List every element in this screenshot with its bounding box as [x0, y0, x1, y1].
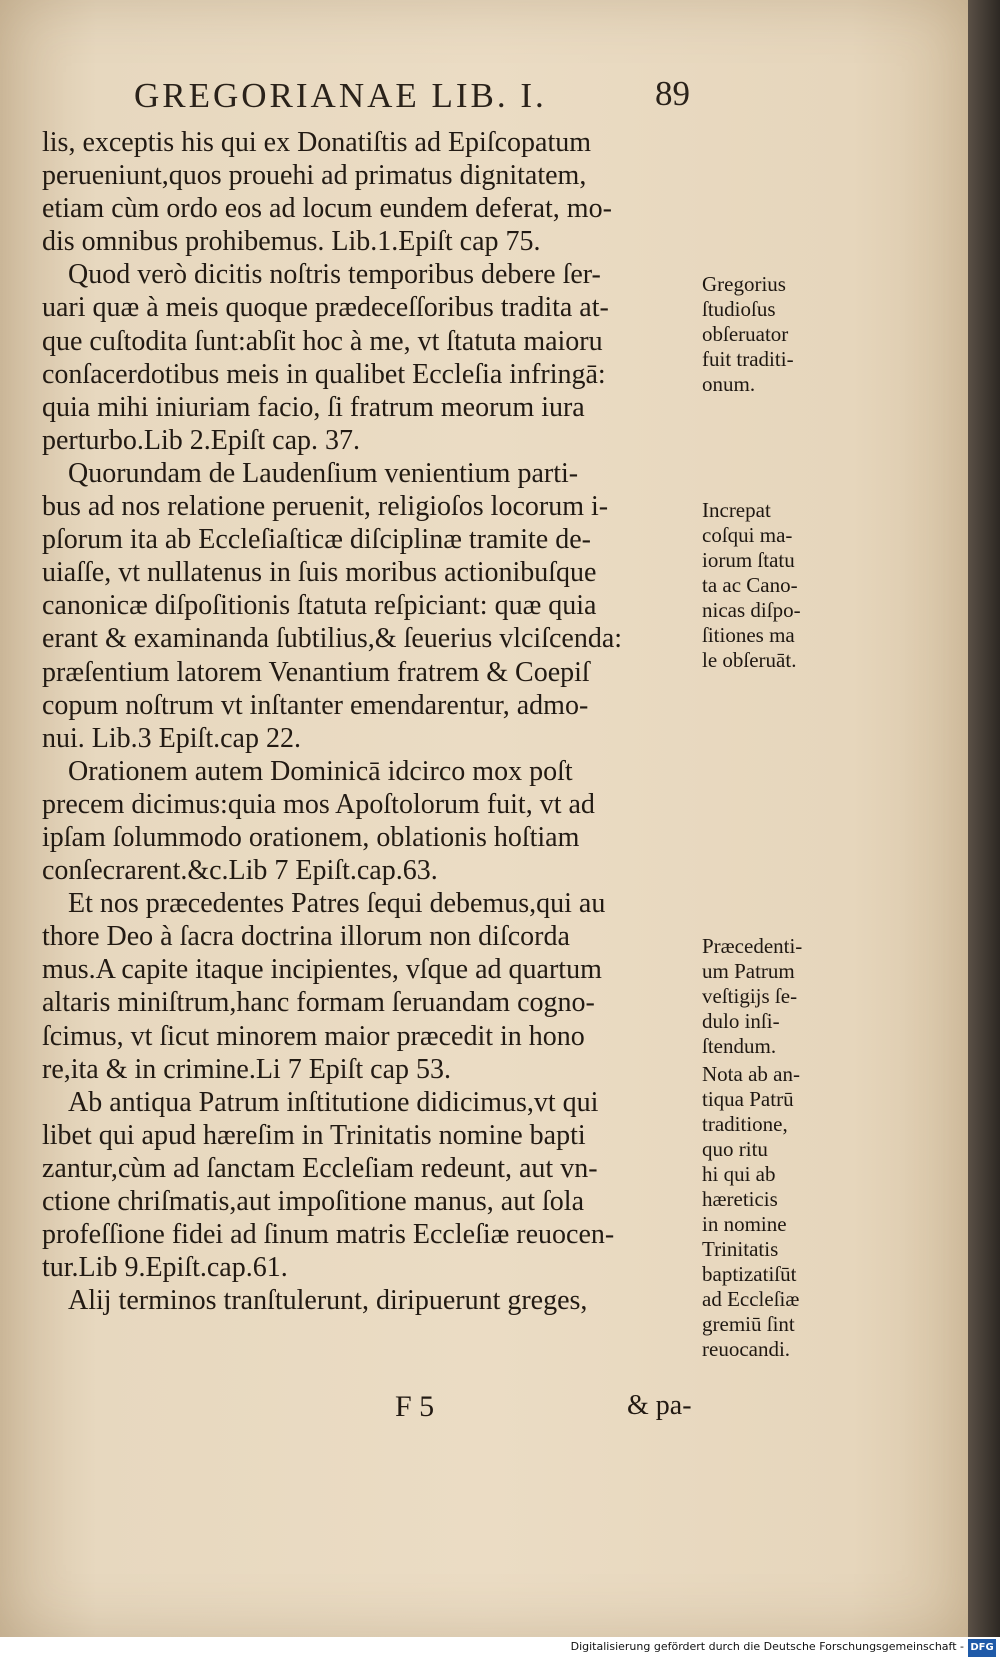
dfg-logo: DFG — [968, 1639, 996, 1657]
note-line: ſtendum. — [702, 1034, 777, 1058]
text-line: Quod verò dicitis noſtris temporibus debere ſer- — [68, 259, 601, 291]
text-line: precem dicimus:quia mos Apoſtolorum fuit, vt ad — [42, 788, 595, 820]
note-line: nicas diſpo- — [702, 598, 801, 622]
text-line: Orationem autem Dominicā idcirco mox poſt — [68, 755, 573, 787]
text-line: Alij terminos tranſtulerunt, diripuerunt greges, — [68, 1285, 588, 1317]
note-line: in nomine — [702, 1212, 787, 1236]
text-line: que cuſtodita ſunt:abſit hoc à me, vt ſtatuta maioru — [42, 325, 603, 357]
text-line: quia mihi iniuriam facio, ſi fratrum meorum iura — [42, 391, 585, 423]
credit-bar — [0, 1637, 1000, 1661]
note-line: obſeruator — [702, 322, 789, 346]
text-line: uiaſſe, vt nullatenus in ſuis moribus actionibuſque — [42, 557, 597, 589]
text-line: pſorum ita ab Eccleſiaſticæ diſciplinæ tramite de- — [42, 524, 591, 556]
book-edge — [968, 0, 1000, 1637]
text-line: ſcimus, vt ſicut minorem maior præcedit in hono — [42, 1020, 585, 1052]
note-line: baptizatiſūt — [702, 1262, 797, 1286]
note-line: ta ac Cano- — [702, 573, 798, 597]
signature-mark: F 5 — [395, 1390, 435, 1423]
note-line: Præcedenti- — [702, 934, 803, 958]
text-line: mus.A capite itaque incipientes, vſque ad quartum — [42, 954, 602, 986]
text-line: copum noſtrum vt inſtanter emendarentur, admo- — [42, 689, 589, 721]
note-line: ſitiones ma — [702, 623, 795, 647]
text-line: tur.Lib 9.Epiſt.cap.61. — [42, 1252, 288, 1284]
note-line: reuocandi. — [702, 1337, 791, 1361]
note-line: iorum ſtatu — [702, 548, 795, 572]
text-line: thore Deo à ſacra doctrina illorum non diſcorda — [42, 921, 570, 953]
page-number: 89 — [655, 74, 690, 113]
text-line: lis, exceptis his qui ex Donatiſtis ad Epiſcopatum — [42, 127, 592, 158]
margin-note — [702, 934, 802, 1059]
text-line: zantur,cùm ad ſanctam Eccleſiam redeunt, aut vn- — [42, 1152, 598, 1184]
text-line: altaris miniſtrum,hanc formam ſeruandam cogno- — [42, 987, 595, 1019]
note-line: dulo inſi- — [702, 1009, 780, 1033]
note-line: Increpat — [702, 498, 771, 522]
text-line: uari quæ à meis quoque prædeceſſoribus tradita at- — [42, 292, 609, 324]
text-line: conſacerdotibus meis in qualibet Eccleſia infringā: — [42, 358, 606, 390]
main-text — [42, 126, 702, 1317]
note-line: ad Eccleſiæ — [702, 1287, 800, 1311]
note-line: traditione, — [702, 1112, 788, 1136]
note-line: gremiū ſint — [702, 1312, 795, 1336]
note-line: Trinitatis — [702, 1237, 779, 1261]
text-line: conſecrarent.&c.Lib 7 Epiſt.cap.63. — [42, 855, 438, 887]
note-line: Nota ab an- — [702, 1062, 800, 1086]
text-line: profeſſione fidei ad ſinum matris Eccleſiæ reuocen- — [42, 1219, 615, 1251]
note-line: fuit traditi- — [702, 347, 794, 371]
note-line: um Patrum — [702, 959, 795, 983]
text-line: perueniunt,quos prouehi ad primatus dignitatem, — [42, 160, 587, 192]
note-line: coſqui ma- — [702, 523, 793, 547]
note-line: onum. — [702, 372, 756, 396]
text-line: canonicæ diſpoſitionis ſtatuta reſpiciant: quæ quia — [42, 590, 597, 622]
note-line: le obſeruāt. — [702, 648, 797, 672]
margin-note — [702, 272, 794, 397]
text-line: dis omnibus prohibemus. Lib.1.Epiſt cap 75. — [42, 226, 541, 258]
catchword: & pa- — [627, 1390, 692, 1421]
text-line: perturbo.Lib 2.Epiſt cap. 37. — [42, 424, 361, 456]
text-line: Quorundam de Laudenſium venientium parti- — [68, 457, 579, 489]
text-line: nui. Lib.3 Epiſt.cap 22. — [42, 722, 301, 754]
text-line: Ab antiqua Patrum inſtitutione didicimus,vt qui — [68, 1086, 599, 1118]
text-line: ipſam ſolummodo orationem, oblationis hoſtiam — [42, 821, 580, 853]
note-line: Gregorius — [702, 272, 786, 296]
note-line: quo ritu — [702, 1137, 768, 1161]
running-title: GREGORIANAE LIB. I. — [134, 76, 547, 115]
text-line: Et nos præcedentes Patres ſequi debemus,qui au — [68, 888, 606, 920]
note-line: tiqua Patrū — [702, 1087, 794, 1111]
margin-note — [702, 498, 801, 673]
text-line: re,ita & in crimine.Li 7 Epiſt cap 53. — [42, 1053, 451, 1085]
text-line: ctione chriſmatis,aut impoſitione manus, aut ſola — [42, 1186, 584, 1217]
text-line: præſentium latorem Venantium fratrem & Coepiſ — [42, 656, 590, 688]
text-line: libet qui apud hæreſim in Trinitatis nomine bapti — [42, 1119, 586, 1151]
note-line: hi qui ab — [702, 1162, 776, 1186]
note-line: hæreticis — [702, 1187, 778, 1211]
text-line: erant & examinanda ſubtilius,& ſeuerius vlciſcenda: — [42, 623, 623, 655]
funding-credit: Digitalisierung gefördert durch die Deutsche Forschungsgemeinschaft - — [570, 1640, 964, 1653]
note-line: ſtudioſus — [702, 297, 776, 321]
text-line: etiam cùm ordo eos ad locum eundem deferat, mo- — [42, 193, 612, 225]
margin-note — [702, 1062, 800, 1362]
note-line: veſtigijs ſe- — [702, 984, 798, 1008]
text-line: bus ad nos relatione peruenit, religioſos locorum i- — [42, 491, 609, 523]
